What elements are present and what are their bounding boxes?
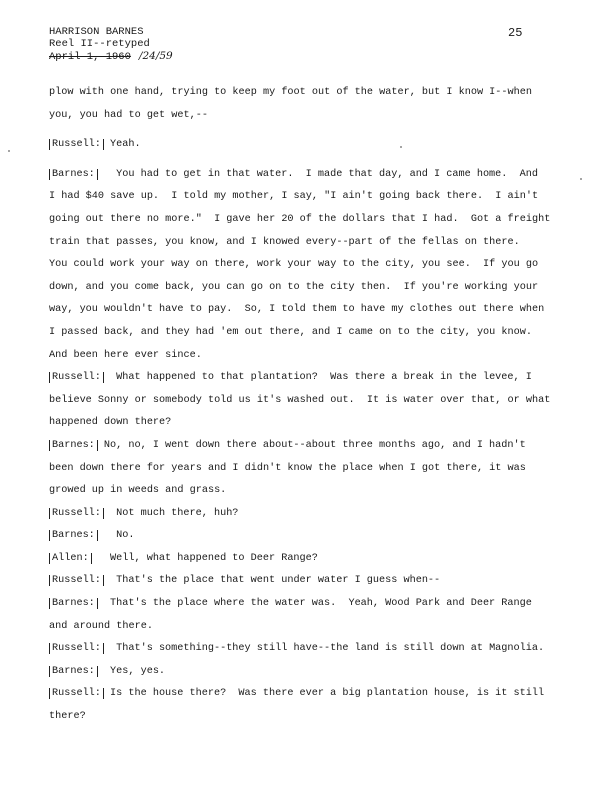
line-text: I had $40 save up. I told my mother, I say, "I ain't going back there. I ain't bbox=[49, 191, 539, 203]
line-text: Well, what happened to Deer Range? bbox=[91, 552, 318, 564]
transcript-line bbox=[49, 390, 569, 413]
line-text: plow with one hand, trying to keep my foot out of the water, but I know I--when bbox=[49, 87, 532, 98]
paragraph-gap bbox=[49, 127, 569, 134]
transcript-line bbox=[49, 164, 569, 187]
speaker-label: Barnes: bbox=[49, 530, 98, 541]
line-text: What happened to that plantation? Was there a break in the levee, I bbox=[103, 372, 532, 384]
line-text: happened down there? bbox=[49, 417, 172, 429]
transcript-line bbox=[49, 82, 569, 105]
transcript-line bbox=[49, 570, 569, 593]
line-text: No. bbox=[97, 530, 135, 542]
speaker-label: Russell: bbox=[49, 508, 104, 519]
transcript-line bbox=[49, 209, 569, 232]
line-text: growed up in weeds and grass. bbox=[49, 485, 227, 497]
interviewee-name: HARRISON BARNES bbox=[49, 26, 144, 38]
line-text: believe Sonny or somebody told us it's washed out. It is water over that, or what bbox=[49, 394, 551, 406]
handwritten-date: /24/59 bbox=[138, 50, 173, 62]
transcript-line bbox=[49, 480, 569, 503]
transcript-line bbox=[49, 458, 569, 481]
transcript-line bbox=[49, 134, 569, 157]
line-text: That's the place that went under water I guess when-- bbox=[103, 575, 441, 587]
scan-speck bbox=[580, 178, 582, 180]
transcript-line bbox=[49, 638, 569, 661]
line-text: train that passes, you know, and I knowed every--part of the fellas on there. bbox=[49, 236, 520, 248]
line-text: there? bbox=[49, 711, 86, 723]
date-line bbox=[49, 50, 173, 63]
line-text: going out there no more." I gave her 20 of the dollars that I had. Got a freight bbox=[49, 213, 551, 225]
line-text: You had to get in that water. I made that day, and I came home. And bbox=[97, 168, 538, 180]
speaker-label: Russell: bbox=[49, 688, 104, 699]
struck-date: April 1, 1960 bbox=[49, 51, 131, 63]
transcript-line bbox=[49, 186, 569, 209]
line-text: No, no, I went down there about--about three months ago, and I hadn't bbox=[97, 439, 526, 451]
paragraph-gap bbox=[49, 157, 569, 164]
transcript-line bbox=[49, 706, 569, 729]
line-text: You could work your way on there, work your way to the city, you see. If you go bbox=[49, 259, 539, 271]
line-text: Is the house there? Was there ever a big plantation house, is it still bbox=[103, 688, 545, 700]
scan-speck bbox=[400, 146, 402, 148]
line-text: I passed back, and they had 'em out there, and I came on to the city, you know. bbox=[49, 326, 532, 338]
line-text: and around there. bbox=[49, 620, 153, 632]
transcript-line bbox=[49, 616, 569, 639]
transcript-line bbox=[49, 503, 569, 526]
transcript-line bbox=[49, 593, 569, 616]
transcript-line bbox=[49, 683, 569, 706]
line-text: Yeah. bbox=[103, 139, 141, 151]
transcript-line bbox=[49, 345, 569, 368]
transcript-line bbox=[49, 435, 569, 458]
scan-speck bbox=[8, 150, 10, 152]
transcript-line bbox=[49, 412, 569, 435]
transcript-line bbox=[49, 299, 569, 322]
transcript-line bbox=[49, 277, 569, 300]
speaker-label: Allen: bbox=[49, 553, 92, 564]
transcript-line bbox=[49, 322, 569, 345]
reel-label: Reel II--retyped bbox=[49, 38, 150, 50]
line-text: down, and you come back, you can go on to the city then. If you're working your bbox=[49, 281, 539, 293]
page-number: 25 bbox=[508, 26, 523, 40]
transcript-line bbox=[49, 367, 569, 390]
speaker-label: Russell: bbox=[49, 372, 104, 383]
speaker-label: Barnes: bbox=[49, 440, 98, 451]
line-text: That's the place where the water was. Yeah, Wood Park and Deer Range bbox=[97, 598, 532, 610]
transcript-line bbox=[49, 525, 569, 548]
speaker-label: Barnes: bbox=[49, 169, 98, 180]
transcript-line bbox=[49, 232, 569, 255]
line-text: Yes, yes. bbox=[97, 665, 166, 677]
speaker-label: Barnes: bbox=[49, 666, 98, 677]
speaker-label: Barnes: bbox=[49, 598, 98, 609]
line-text: way, you wouldn't have to pay. So, I told them to have my clothes out there when bbox=[49, 304, 545, 316]
transcript-body bbox=[49, 82, 569, 729]
transcript-line bbox=[49, 105, 569, 128]
transcript-line bbox=[49, 254, 569, 277]
transcript-line bbox=[49, 661, 569, 684]
line-text: you, you had to get wet,-- bbox=[49, 109, 208, 121]
line-text: And been here ever since. bbox=[49, 349, 202, 361]
transcript-line bbox=[49, 548, 569, 571]
speaker-label: Russell: bbox=[49, 643, 104, 654]
speaker-label: Russell: bbox=[49, 139, 104, 150]
speaker-label: Russell: bbox=[49, 575, 104, 586]
line-text: Not much there, huh? bbox=[103, 507, 239, 519]
line-text: been down there for years and I didn't know the place when I got there, it was bbox=[49, 462, 526, 474]
line-text: That's something--they still have--the land is still down at Magnolia. bbox=[103, 643, 545, 655]
